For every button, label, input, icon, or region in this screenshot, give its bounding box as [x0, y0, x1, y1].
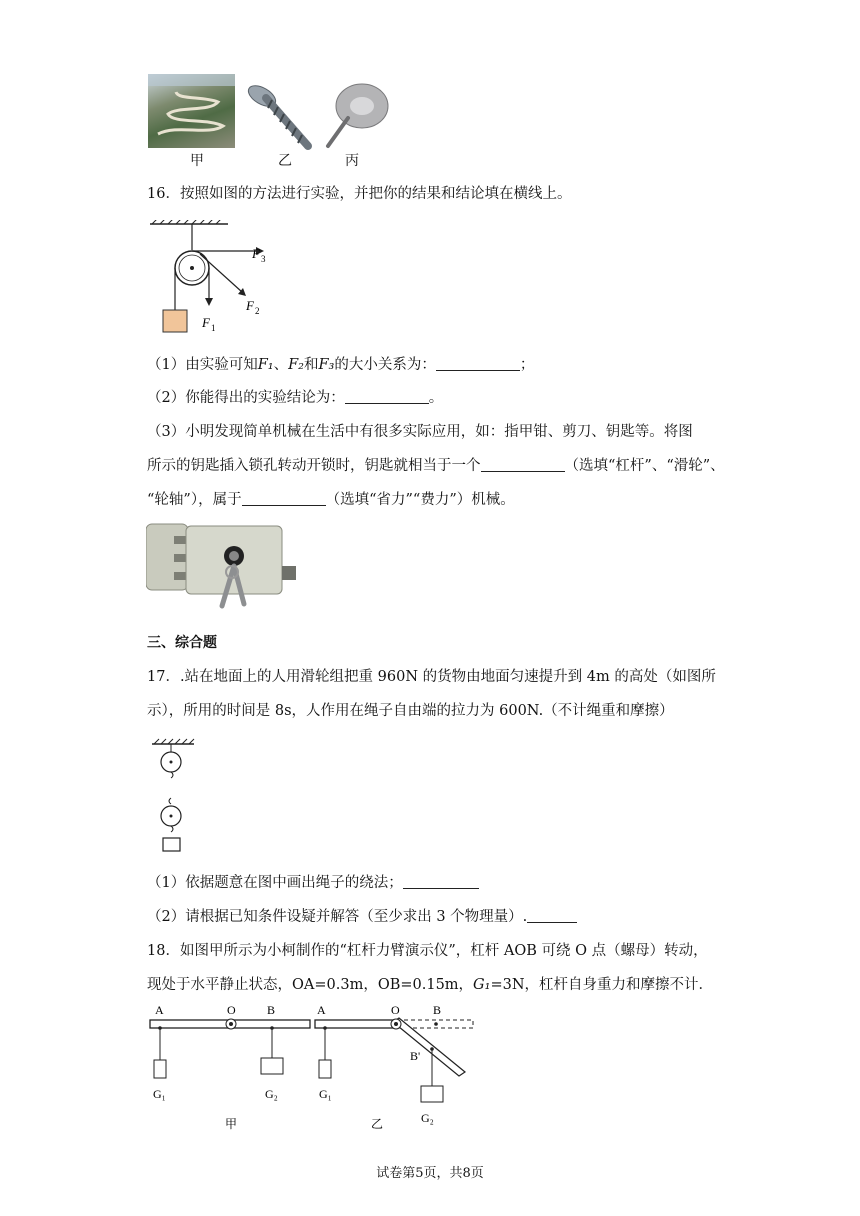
label-yi-g2: G₂: [421, 1111, 434, 1125]
q16-part2: [147, 388, 443, 408]
q16-part1-f2: F₂: [288, 357, 304, 373]
label-jia-b: B: [267, 1003, 276, 1017]
winding-road-drawing: [148, 74, 235, 148]
door-lock-image: [146, 522, 311, 626]
label-yi-b-prime: B': [410, 1049, 421, 1063]
q18-line2b: =3N，杠杆自身重力和摩擦不计．: [490, 977, 714, 993]
caption-jia: 甲: [190, 153, 204, 169]
q16-part3-blank2[interactable]: [242, 490, 326, 506]
page-footer: 试卷第5页，共8页: [376, 1166, 484, 1181]
label-f2-sub: 2: [255, 306, 260, 316]
caption-lever-jia: 甲: [225, 1117, 238, 1131]
label-f1: F: [202, 315, 210, 330]
q18-line1: 18．如图甲所示为小柯制作的“杠杆力臂演示仪”，杠杆 AOB 可绕 O 点（螺母）转动，: [147, 943, 708, 959]
fixed-pulley-figure: [148, 220, 278, 339]
q16-part1-end: ；: [519, 357, 535, 373]
label-f1-sub: 1: [211, 323, 216, 333]
q18-line2a: 现处于水平静止状态，OA=0.3m，OB=0.15m，: [147, 977, 474, 993]
q17-part1-answer-blank[interactable]: [403, 873, 479, 889]
label-jia-o: O: [227, 1003, 236, 1017]
q17-line2: 示），所用的时间是 8s，人作用在绳子自由端的拉力为 600N.（不计绳重和摩擦）: [147, 703, 674, 719]
q16-part2-end: 。: [428, 390, 444, 406]
thumbtack-image: [318, 76, 390, 156]
q17-line1: 17．.站在地面上的人用滑轮组把重 960N 的货物由地面匀速提升到 4m 的高处（如图所: [147, 669, 716, 685]
q16-part2-answer-blank[interactable]: [345, 388, 429, 404]
q16-part1-answer-blank[interactable]: [436, 355, 520, 371]
q18-line2-g1: G₁: [473, 977, 491, 993]
q18-line2: [147, 975, 713, 995]
label-yi-o: O: [391, 1003, 400, 1017]
q16-part3-line1: （3）小明发现简单机械在生活中有很多实际应用，如：指甲钳、剪刀、钥匙等。将图: [147, 424, 693, 440]
q16-part3-line2a: 所示的钥匙插入锁孔转动开锁时，钥匙就相当于一个: [147, 458, 481, 474]
q16-part1-f3: F₃: [318, 357, 335, 373]
q16-part1-f1: F₁: [257, 357, 274, 373]
label-jia-a: A: [155, 1003, 164, 1017]
screw-image: [246, 78, 316, 156]
q17-part1-text: （1）依据题意在图中画出绳子的绕法；: [147, 875, 403, 891]
q16-part1-prefix: （1）由实验可知: [147, 357, 258, 373]
q16-part3-blank1[interactable]: [481, 456, 565, 472]
q16-stem: 16．按照如图的方法进行实验，并把你的结果和结论填在横线上。: [147, 186, 572, 202]
label-yi-g1: G₁: [319, 1087, 332, 1101]
label-f2: F: [246, 298, 254, 313]
q17-part2-answer-blank[interactable]: [527, 907, 577, 923]
photo-mountain-road: [148, 74, 235, 148]
label-jia-g2: G₂: [265, 1087, 278, 1101]
q17-part1: [147, 873, 479, 893]
q16-part3-line3a: “轮轴”），属于: [147, 492, 242, 508]
label-f3: F: [252, 246, 260, 261]
q16-part3-line3b: （选填“省力”“费力”）机械。: [325, 492, 515, 508]
q16-part1-suffix: 的大小关系为：: [334, 357, 436, 373]
label-yi-a: A: [317, 1003, 326, 1017]
caption-lever-yi: 乙: [371, 1117, 384, 1131]
section-title: 三、综合题: [147, 635, 217, 651]
q16-part3-line3: [147, 490, 515, 510]
label-jia-g1: G₁: [153, 1087, 166, 1101]
q16-part1-and: 和: [303, 357, 319, 373]
q16-part2-prefix: （2）你能得出的实验结论为：: [147, 390, 345, 406]
lever-figure: [145, 1000, 480, 1144]
label-yi-b: B: [433, 1003, 442, 1017]
q17-part2: [147, 907, 577, 927]
q16-part1-sep: 、: [273, 357, 289, 373]
q16-part3-line2b: （选填“杠杆”、“滑轮”、: [564, 458, 725, 474]
q17-part2-text: （2）请根据已知条件设疑并解答（至少求出 3 个物理量）.: [147, 909, 528, 925]
q16-part3-line2: [147, 456, 725, 476]
q16-part1: [147, 355, 534, 375]
caption-bing: 丙: [345, 153, 359, 169]
pulley-block-figure: [150, 738, 200, 862]
caption-yi: 乙: [278, 153, 292, 169]
label-f3-sub: 3: [261, 254, 266, 264]
